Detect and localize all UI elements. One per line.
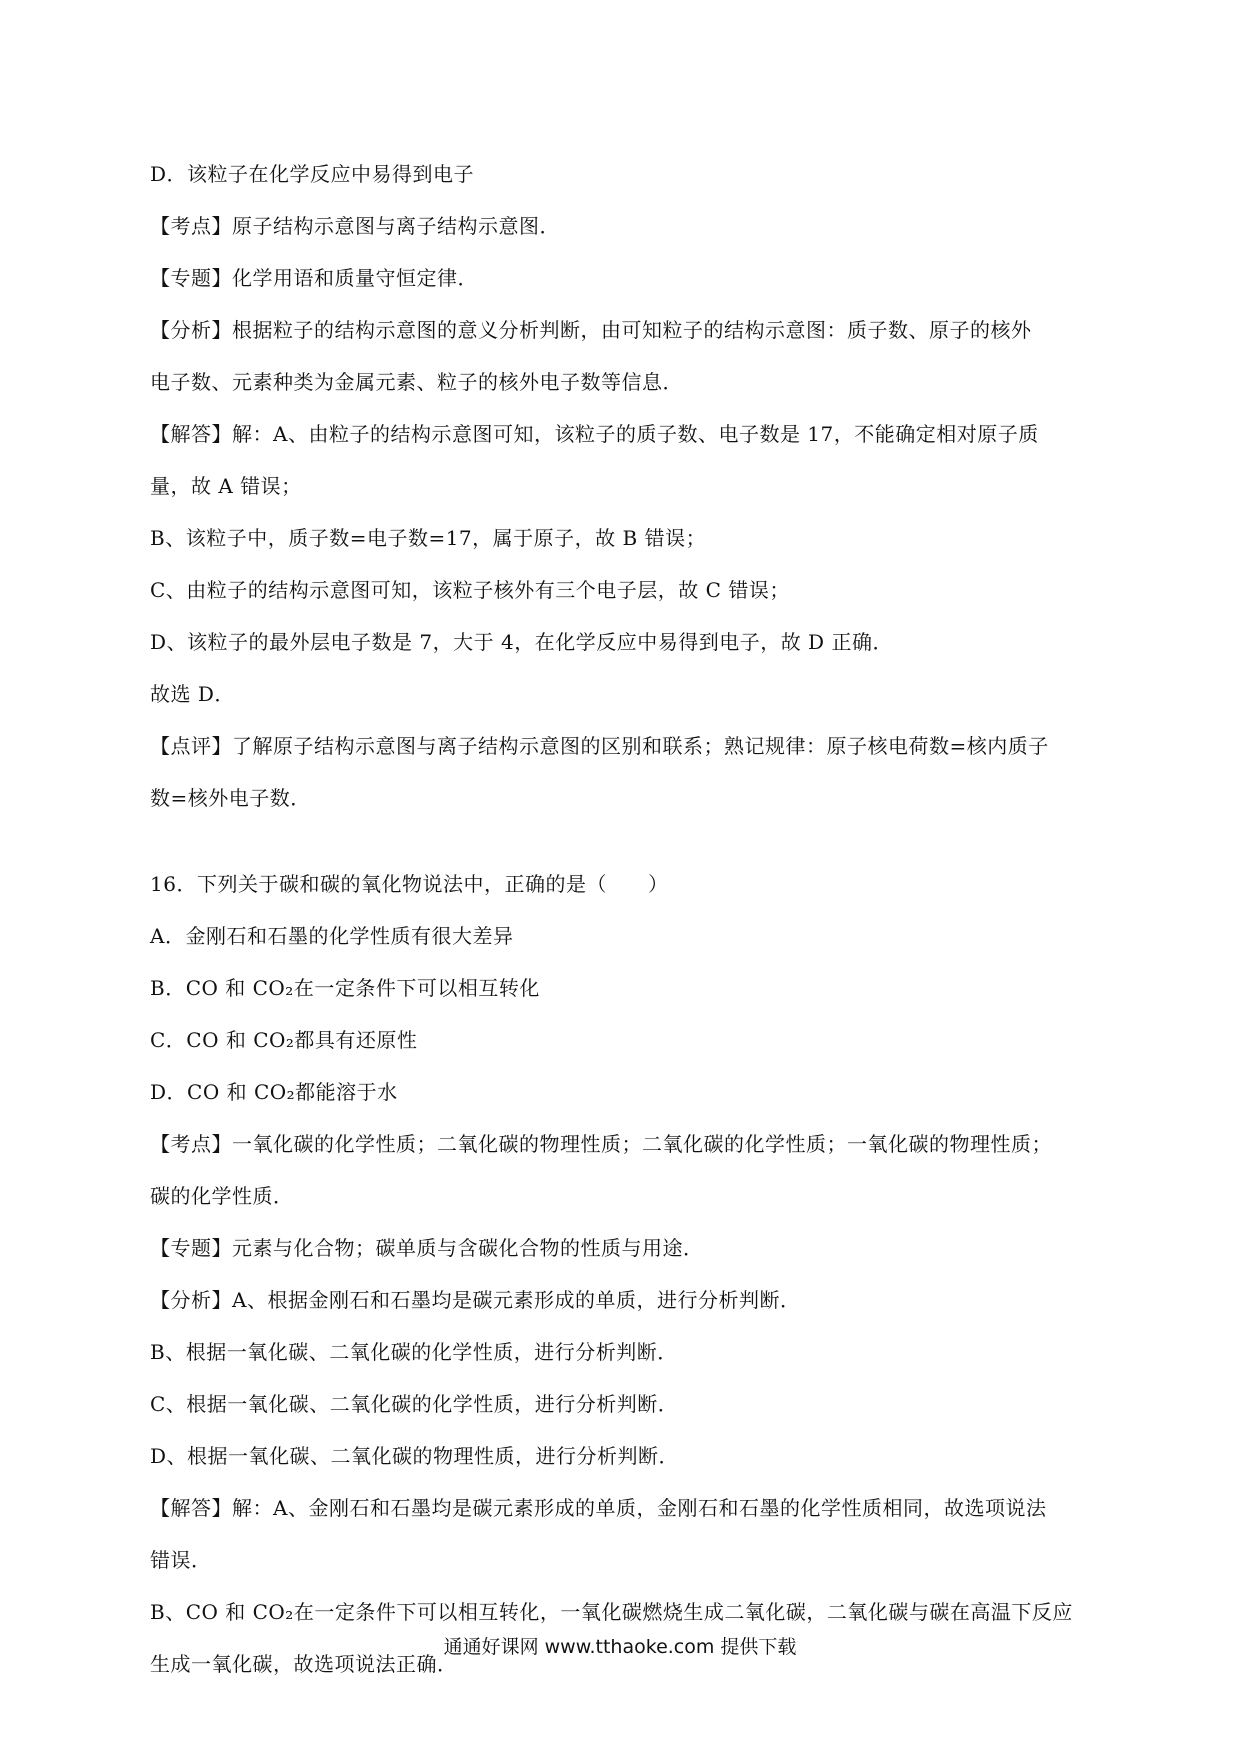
option-line: C．CO 和 CO₂都具有还原性: [150, 1028, 418, 1052]
text-line: 【解答】解：A、由粒子的结构示意图可知，该粒子的质子数、电子数是 17，不能确定相对原子质: [150, 422, 1039, 446]
option-line: D．CO 和 CO₂都能溶于水: [150, 1080, 398, 1104]
document-body: [150, 148, 1100, 1690]
text-line: 【考点】原子结构示意图与离子结构示意图．: [150, 214, 560, 238]
text-line: D．该粒子在化学反应中易得到电子: [150, 162, 475, 186]
text-line: 错误．: [150, 1548, 212, 1572]
text-line: B、CO 和 CO₂在一定条件下可以相互转化，一氧化碳燃烧生成二氧化碳，二氧化碳与碳在高温下反应: [150, 1600, 1073, 1624]
text-line: C、由粒子的结构示意图可知，该粒子核外有三个电子层，故 C 错误；: [150, 578, 790, 602]
text-line: 量，故 A 错误；: [150, 474, 302, 498]
text-line: 【解答】解：A、金刚石和石墨均是碳元素形成的单质，金刚石和石墨的化学性质相同，故选项说法: [150, 1496, 1047, 1520]
text-line: 【专题】元素与化合物；碳单质与含碳化合物的性质与用途．: [150, 1236, 704, 1260]
text-line: 数=核外电子数．: [150, 786, 311, 810]
page-footer: 通通好课网 www.tthaoke.com 提供下载: [443, 1636, 797, 1658]
question-title: 16．下列关于碳和碳的氧化物说法中，正确的是（ ）: [150, 872, 669, 896]
text-line: C、根据一氧化碳、二氧化碳的化学性质，进行分析判断．: [150, 1392, 679, 1416]
text-line: D、根据一氧化碳、二氧化碳的物理性质，进行分析判断．: [150, 1444, 680, 1468]
text-line: 生成一氧化碳，故选项说法正确．: [150, 1652, 458, 1676]
text-line: 【考点】一氧化碳的化学性质；二氧化碳的物理性质；二氧化碳的化学性质；一氧化碳的物理性质；: [150, 1132, 1052, 1156]
text-line: 【专题】化学用语和质量守恒定律．: [150, 266, 478, 290]
text-line: B、该粒子中，质子数=电子数=17，属于原子，故 B 错误；: [150, 526, 707, 550]
option-line: B．CO 和 CO₂在一定条件下可以相互转化: [150, 976, 540, 1000]
text-line: B、根据一氧化碳、二氧化碳的化学性质，进行分析判断．: [150, 1340, 678, 1364]
text-line: 电子数、元素种类为金属元素、粒子的核外电子数等信息．: [150, 370, 683, 394]
text-line: D、该粒子的最外层电子数是 7，大于 4，在化学反应中易得到电子，故 D 正确．: [150, 630, 893, 654]
option-line: A．金刚石和石墨的化学性质有很大差异: [150, 924, 514, 948]
text-line: 【分析】根据粒子的结构示意图的意义分析判断，由可知粒子的结构示意图：质子数、原子的核外: [150, 318, 1032, 342]
text-line: 【分析】A、根据金刚石和石墨均是碳元素形成的单质，进行分析判断．: [150, 1288, 801, 1312]
section-gap: [150, 824, 1100, 858]
text-line: 故选 D．: [150, 682, 235, 706]
text-line: 【点评】了解原子结构示意图与离子结构示意图的区别和联系；熟记规律：原子核电荷数=核内质子: [150, 734, 1049, 758]
text-line: 碳的化学性质．: [150, 1184, 294, 1208]
